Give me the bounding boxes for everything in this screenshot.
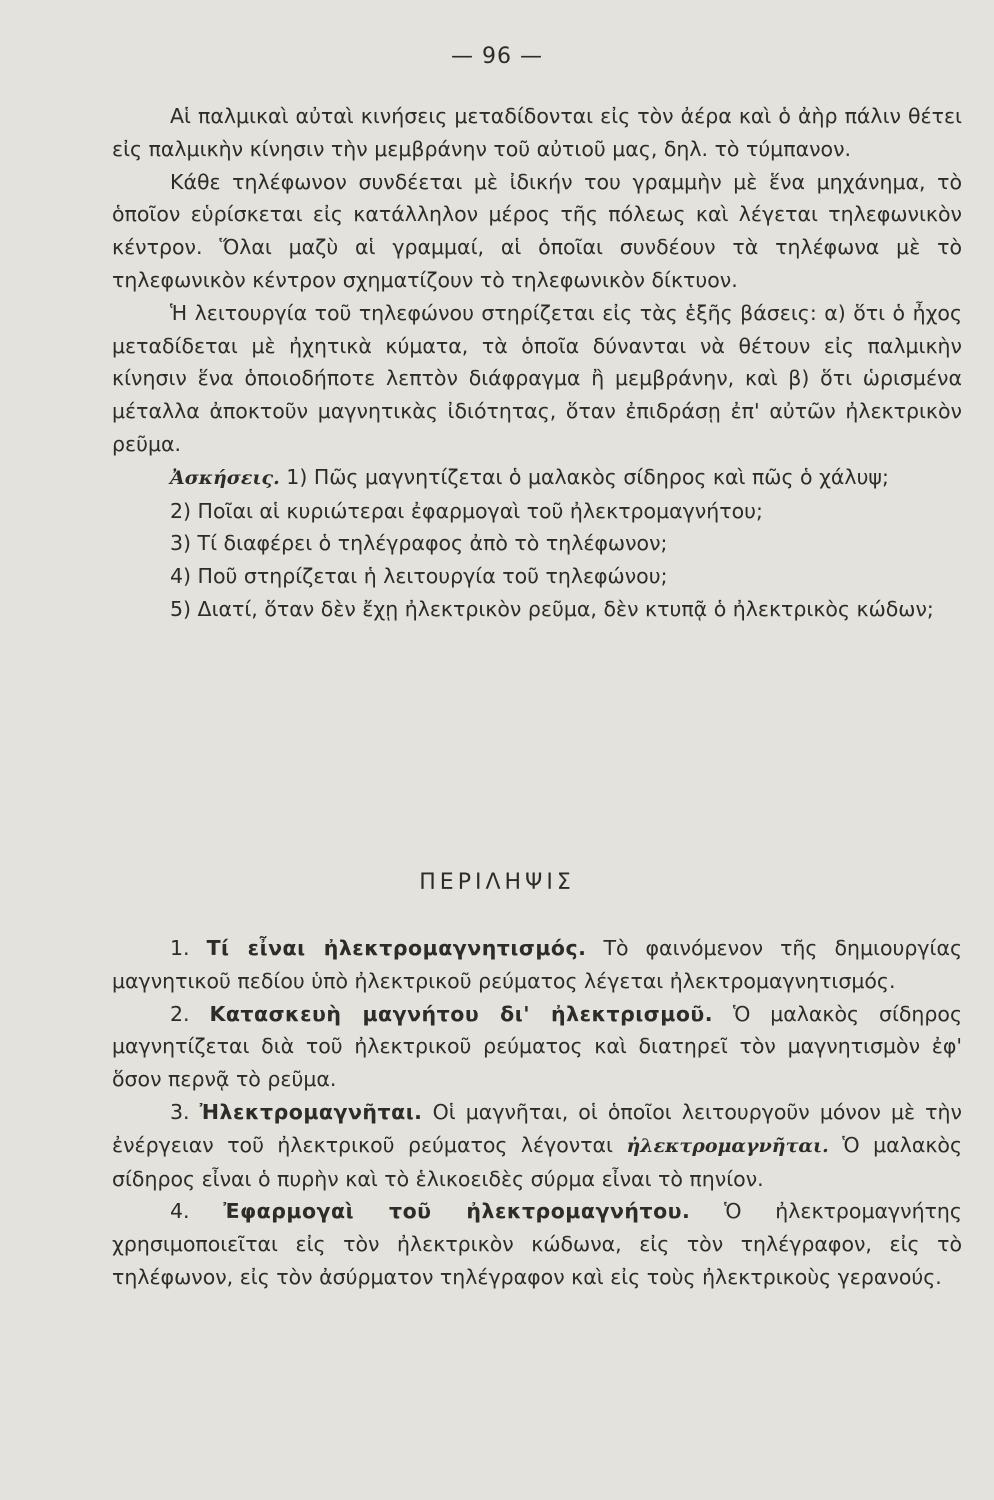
- paragraph: Ἡ λειτουργία τοῦ τηλεφώνου στηρίζεται εἰς τὰς ἑξῆς βάσεις: α) ὅτι ὁ ἦχος μεταδίδεται μὲ ἠχητικὰ κύματα, τὰ ὁποῖα δύνανται νὰ θέτουν εἰς παλμικὴν κίνησιν ἕνα ὁποιοδήποτε λεπτὸν διάφραγμα ἢ μεμβράνην, καὶ β) ὅτι ὡρισμένα μέταλλα ἀποκτοῦν μαγνητικὰς ἰδιότητας, ὅταν ἐπιδράσῃ ἐπ' αὐτῶν ἠλεκτρικὸν ρεῦμα.: [112, 300, 962, 456]
- page-number: — 96 —: [451, 44, 543, 69]
- summary-item: [112, 998, 962, 1096]
- item-text: Τὸ φαινόμενον τῆς δημιουργίας μαγνητικοῦ πεδίου ὑπὸ ἠλεκτρικοῦ ρεύματος λέγεται ἠλεκτρομαγνητισμός.: [112, 936, 962, 993]
- item-text: Ὁ μαλακὸς σίδηρος εἶναι ὁ πυρὴν καὶ τὸ ἑλικοειδὲς σύρμα εἶναι τὸ πηνίον.: [112, 1132, 962, 1191]
- item-heading: Κατασκευὴ μαγνήτου δι' ἠλεκτρισμοῦ.: [209, 1001, 714, 1026]
- item-term: ἠλεκτρομαγνῆται.: [626, 1134, 829, 1157]
- item-text: Ὁ ἠλεκτρομαγνήτης χρησιμοποιεῖται εἰς τὸν ἠλεκτρικὸν κώδωνα, εἰς τὸν τηλέγραφον, εἰς τὸ τηλέφωνον, εἰς τὸν ἀσύρματον τηλέγραφον καὶ εἰς τοὺς ἠλεκτρικοὺς γερανούς.: [112, 1199, 962, 1289]
- exercise-item: 3) Τί διαφέρει ὁ τηλέγραφος ἀπὸ τὸ τηλέφωνον;: [170, 531, 668, 556]
- summary-item: [112, 932, 962, 998]
- body-text: [112, 100, 962, 626]
- item-number: 3.: [170, 1099, 190, 1124]
- exercise-item: 2) Ποῖαι αἱ κυριώτεραι ἐφαρμογαὶ τοῦ ἠλεκτρομαγνήτου;: [170, 498, 763, 523]
- item-number: 2.: [170, 1001, 190, 1026]
- item-number: 4.: [170, 1199, 190, 1224]
- exercise-item: [112, 461, 962, 495]
- item-heading: Ἐφαρμογαὶ τοῦ ἠλεκτρομαγνήτου.: [223, 1199, 691, 1224]
- paragraph: Κάθε τηλέφωνον συνδέεται μὲ ἰδικήν του γραμμὴν μὲ ἕνα μηχάνημα, τὸ ὁποῖον εὑρίσκεται εἰς κατάλληλον μέρος τῆς πόλεως καὶ λέγεται τηλεφωνικὸν κέντρον. Ὅλαι μαζὺ αἱ γραμμαί, αἱ ὁποῖαι συνδέουν τὰ τηλέφωνα μὲ τὸ τηλεφωνικὸν κέντρον σχηματίζουν τὸ τηλεφωνικὸν δίκτυον.: [112, 169, 962, 292]
- item-text: Ὁ μαλακὸς σίδηρος μαγνητίζεται διὰ τοῦ ἠλεκτρικοῦ ρεύματος καὶ διατηρεῖ τὸν μαγνητισμὸν ἐφ' ὅσον περνᾷ τὸ ρεῦμα.: [112, 1001, 962, 1092]
- exercise-item: 5) Διατί, ὅταν δὲν ἔχῃ ἠλεκτρικὸν ρεῦμα, δὲν κτυπᾷ ὁ ἠλεκτρικὸς κώδων;: [170, 596, 934, 621]
- exercise-text: 1) Πῶς μαγνητίζεται ὁ μαλακὸς σίδηρος καὶ πῶς ὁ χάλυψ;: [286, 464, 889, 489]
- item-number: 1.: [170, 936, 190, 960]
- exercises-heading: Ἀσκήσεις.: [170, 466, 280, 489]
- summary-title: ΠΕΡΙΛΗΨΙΣ: [419, 870, 575, 895]
- summary-item: [112, 1195, 962, 1293]
- paragraph: Αἱ παλμικαὶ αὐταὶ κινήσεις μεταδίδονται εἰς τὸν ἀέρα καὶ ὁ ἀὴρ πάλιν θέτει εἰς παλμικὴν κίνησιν τὴν μεμβράνην τοῦ αὐτιοῦ μας, δηλ. τὸ τύμπανον.: [112, 104, 962, 161]
- exercise-item: 4) Ποῦ στηρίζεται ἡ λειτουργία τοῦ τηλεφώνου;: [170, 564, 668, 589]
- item-text: Οἱ μαγνῆται, οἱ ὁποῖοι λειτουργοῦν μόνον μὲ τὴν ἐνέργειαν τοῦ ἠλεκτρικοῦ ρεύματος λέγονται: [112, 1099, 962, 1157]
- summary-item: [112, 1096, 962, 1195]
- item-heading: Τί εἶναι ἠλεκτρομαγνητισμός.: [206, 936, 587, 960]
- item-heading: Ἠλεκτρομαγνῆται.: [199, 1099, 423, 1124]
- summary-text: [112, 932, 962, 1294]
